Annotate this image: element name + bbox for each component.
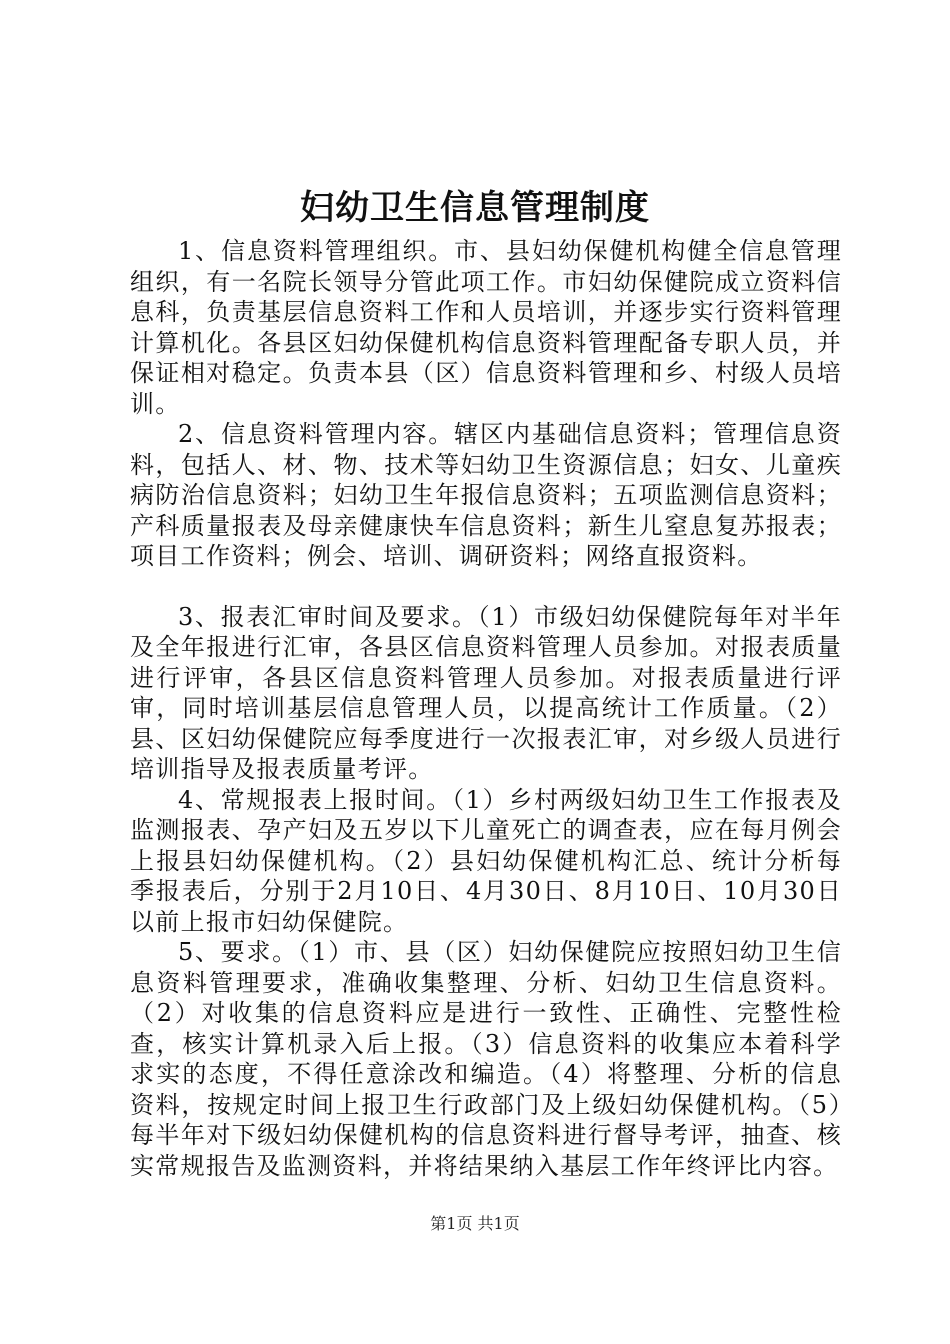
document-title: 妇幼卫生信息管理制度 [300,188,650,228]
paragraph-5: 5、要求。（1）市、县（区）妇幼保健院应按照妇幼卫生信息资料管理要求，准确收集整理、分析、妇幼卫生信息资料。（2）对收集的信息资料应是进行一致性、正确性、完整性检查，核实计算机录入后上报。（3）信息资料的收集应本着科学求实的态度，不得任意涂改和编造。（4）将整理、分析的信息资料，按规定时间上报卫生行政部门及上级妇幼保健机构。（5）每半年对下级妇幼保健机构的信息资料进行督导考评，抽查、核实常规报告及监测资料，并将结果纳入基层工作年终评比内容。 [130,938,842,1180]
page-number-footer: 第1页 共1页 [430,1214,520,1233]
paragraph-2: 2、信息资料管理内容。辖区内基础信息资料；管理信息资料，包括人、材、物、技术等妇幼卫生资源信息；妇女、儿童疾病防治信息资料；妇幼卫生年报信息资料；五项监测信息资料；产科质量报表及母亲健康快车信息资料；新生儿窒息复苏报表；项目工作资料；例会、培训、调研资料；网络直报资料。 [130,420,842,570]
paragraph-1: 1、信息资料管理组织。市、县妇幼保健机构健全信息管理组织，有一名院长领导分管此项工作。市妇幼保健院成立资料信息科，负责基层信息资料工作和人员培训，并逐步实行资料管理计算机化。各县区妇幼保健机构信息资料管理配备专职人员，并保证相对稳定。负责本县（区）信息资料管理和乡、村级人员培训。 [130,237,842,418]
paragraph-spacer [130,572,842,602]
paragraph-3: 3、报表汇审时间及要求。（1）市级妇幼保健院每年对半年及全年报进行汇审，各县区信息资料管理人员参加。对报表质量进行评审，各县区信息资料管理人员参加。对报表质量进行评审，同时培训基层信息管理人员，以提高统计工作质量。（2）县、区妇幼保健院应每季度进行一次报表汇审，对乡级人员进行培训指导及报表质量考评。 [130,602,842,783]
paragraph-4: 4、常规报表上报时间。（1）乡村两级妇幼卫生工作报表及监测报表、孕产妇及五岁以下儿童死亡的调查表，应在每月例会上报县妇幼保健机构。（2）县妇幼保健机构汇总、统计分析每季报表后，分别于2月10日、4月30日、8月10日、10月30日以前上报市妇幼保健院。 [130,785,842,936]
document-body [130,236,842,1181]
